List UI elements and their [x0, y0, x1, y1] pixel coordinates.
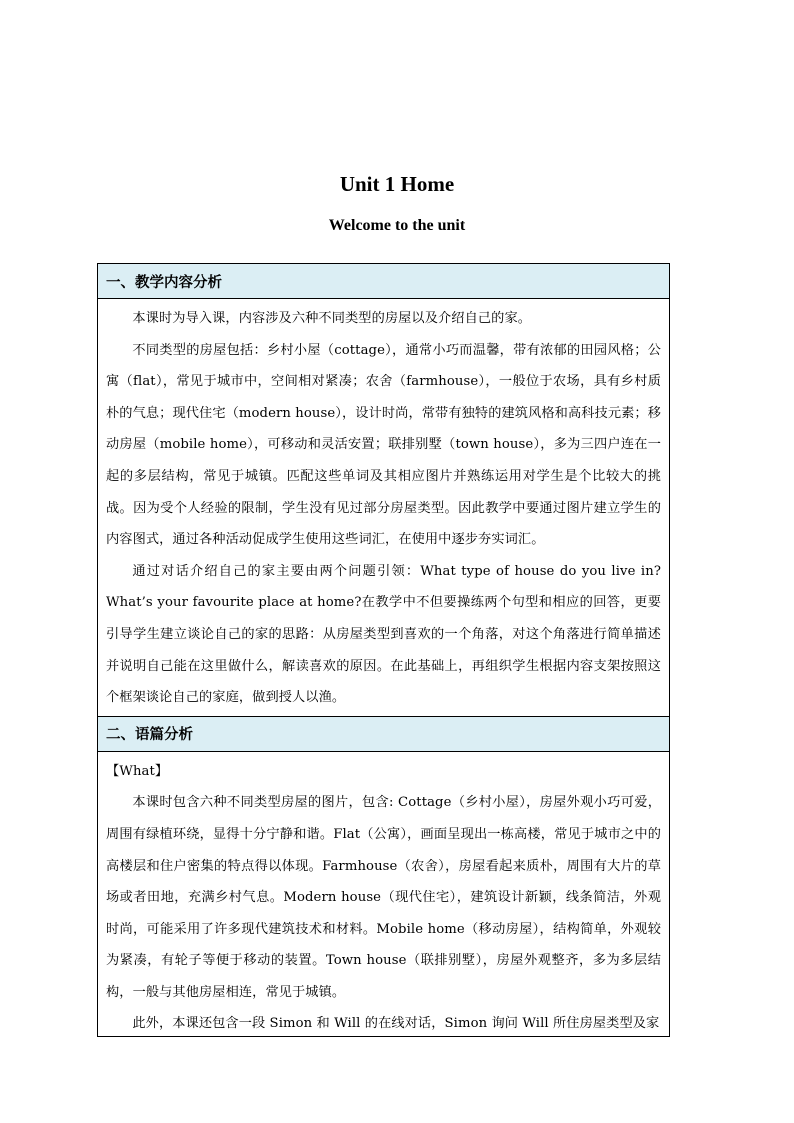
page-title: Unit 1 Home [339, 172, 455, 196]
section-body-discourse-analysis [98, 751, 670, 1036]
paragraph: 通过对话介绍自己的家主要由两个问题引领：What type of house do you live in? What’s your favourite place at home?在教学中不但要操练两个句型和相应的回答，更要引导学生建立谈论自己的家的思路：从房屋类型到喜欢的一个角落，对这个角落进行简单描述并说明自己能在这里做什么，解读喜欢的原因。在此基础上，再组织学生根据内容支架按照这个框架谈论自己的家庭，做到授人以渔。 [106, 563, 661, 706]
paragraph: 不同类型的房屋包括：乡村小屋（cottage），通常小巧而温馨，带有浓郁的田园风格；公寓（flat），常见于城市中，空间相对紧凑；农舍（farmhouse），一般位于农场，具有乡村质朴的气息；现代住宅（modern house），设计时尚，常带有独特的建筑风格和高科技元素；移动房屋（mobile home），可移动和灵活安置；联排别墅（town house），多为三四户连在一起的多层结构，常见于城镇。匹配这些单词及其相应图片并熟练运用对学生是个比较大的挑战。因为受个人经验的限制，学生没有见过部分房屋类型。因此教学中要通过图片建立学生的内容图式，通过各种活动促成学生使用这些词汇，在使用中逐步夯实词汇。 [106, 342, 661, 548]
paragraph: 此外，本课还包含一段 Simon 和 Will 的在线对话，Simon 询问 Will 所住房屋类型及家 [132, 1016, 660, 1032]
lesson-plan-table [97, 263, 670, 1037]
what-label: 【What】 [106, 763, 169, 779]
paragraph: 本课时包含六种不同类型房屋的图片，包含: Cottage（乡村小屋），房屋外观小巧可爱，周围有绿植环绕，显得十分宁静和谐。Flat（公寓），画面呈现出一栋高楼，常见于城市之中的高楼层和住户密集的特点得以体现。Farmhouse（农舍），房屋看起来质朴，周围有大片的草场或者田地，充满乡村气息。Modern house（现代住宅），建筑设计新颖，线条简洁，外观时尚，可能采用了许多现代建筑技术和材料。Mobile home（移动房屋），结构简单，外观较为紧凑，有轮子等便于移动的装置。Town house（联排别墅），房屋外观整齐，多为多层结构，一般与其他房屋相连，常见于城镇。 [106, 795, 661, 1000]
paragraph: 本课时为导入课，内容涉及六种不同类型的房屋以及介绍自己的家。 [132, 311, 532, 326]
section-heading-discourse-analysis: 二、语篇分析 [98, 716, 670, 751]
section-heading-content-analysis: 一、教学内容分析 [98, 264, 670, 299]
page-subtitle: Welcome to the unit [328, 217, 466, 234]
section-body-content-analysis [98, 299, 670, 717]
